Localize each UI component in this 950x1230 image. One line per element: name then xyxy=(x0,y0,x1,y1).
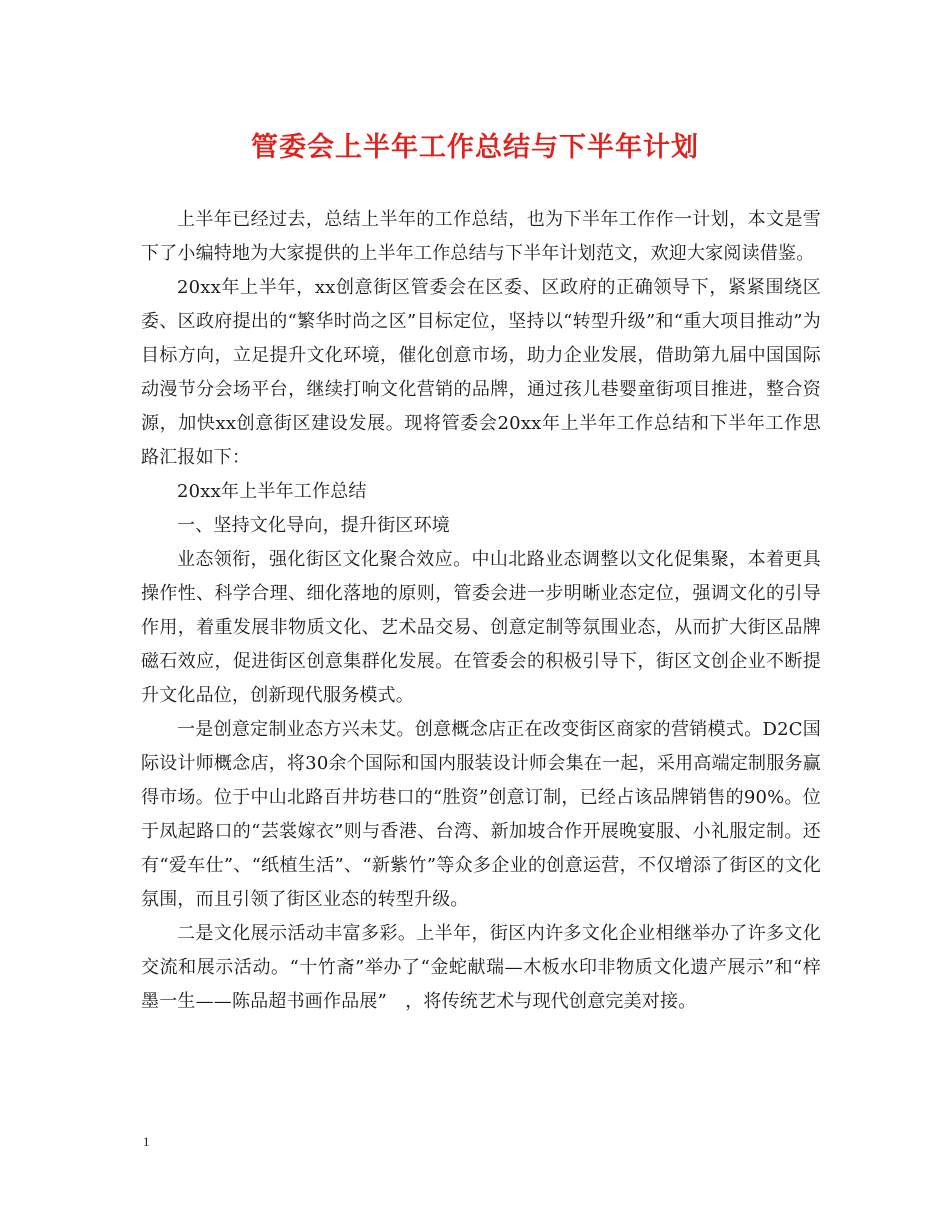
section-heading-1: 一、坚持文化导向，提升街区环境 xyxy=(177,515,450,536)
document-title: 管委会上半年工作总结与下半年计划 xyxy=(251,132,699,163)
document-body xyxy=(141,203,821,1019)
paragraph-intro: 上半年已经过去，总结上半年的工作总结，也为下半年工作作一计划，本文是雪下了小编特地为大家提供的上半年工作总结与下半年计划范文，欢迎大家阅读借鉴。 xyxy=(141,209,821,264)
page-number: 1 xyxy=(143,1134,150,1149)
section-heading-summary: 20xx年上半年工作总结 xyxy=(177,481,367,502)
paragraph-culture: 业态领衔，强化街区文化聚合效应。中山北路业态调整以文化促集聚，本着更具操作性、科学合理、细化落地的原则，管委会进一步明晰业态定位，强调文化的引导作用，着重发展非物质文化、艺术品交易、创意定制等氛围业态，从而扩大街区品牌磁石效应，促进街区创意集群化发展。在管委会的积极引导下，街区文创企业不断提升文化品位，创新现代服务模式。 xyxy=(141,549,821,706)
paragraph-exhibitions: 二是文化展示活动丰富多彩。上半年，街区内许多文化企业相继举办了许多文化交流和展示活动。“十竹斋”举办了“金蛇献瑞—木板水印非物质文化遗产展示”和“梓墨一生——陈品超书画作品展” ，将传统艺术与现代创意完美对接。 xyxy=(141,923,821,1012)
paragraph-custom-design: 一是创意定制业态方兴未艾。创意概念店正在改变街区商家的营销模式。D2C国际设计师概念店，将30余个国际和国内服装设计师会集在一起，采用高端定制服务赢得市场。位于中山北路百井坊巷口的“胜资”创意订制，已经占该品牌销售的90%。位于凤起路口的“芸裳嫁衣”则与香港、台湾、新加坡合作开展晚宴服、小礼服定制。还有“爱车仕”、“纸植生活”、“新紫竹”等众多企业的创意运营，不仅增添了街区的文化氛围，而且引领了街区业态的转型升级。 xyxy=(141,719,821,910)
paragraph-overview: 20xx年上半年，xx创意街区管委会在区委、区政府的正确领导下，紧紧围绕区委、区政府提出的“繁华时尚之区”目标定位，坚持以“转型升级”和“重大项目推动”为目标方向，立足提升文化环境，催化创意市场，助力企业发展，借助第九届中国国际动漫节分会场平台，继续打响文化营销的品牌，通过孩儿巷婴童街项目推进，整合资源，加快xx创意街区建设发展。现将管委会20xx年上半年工作总结和下半年工作思路汇报如下： xyxy=(141,277,821,468)
